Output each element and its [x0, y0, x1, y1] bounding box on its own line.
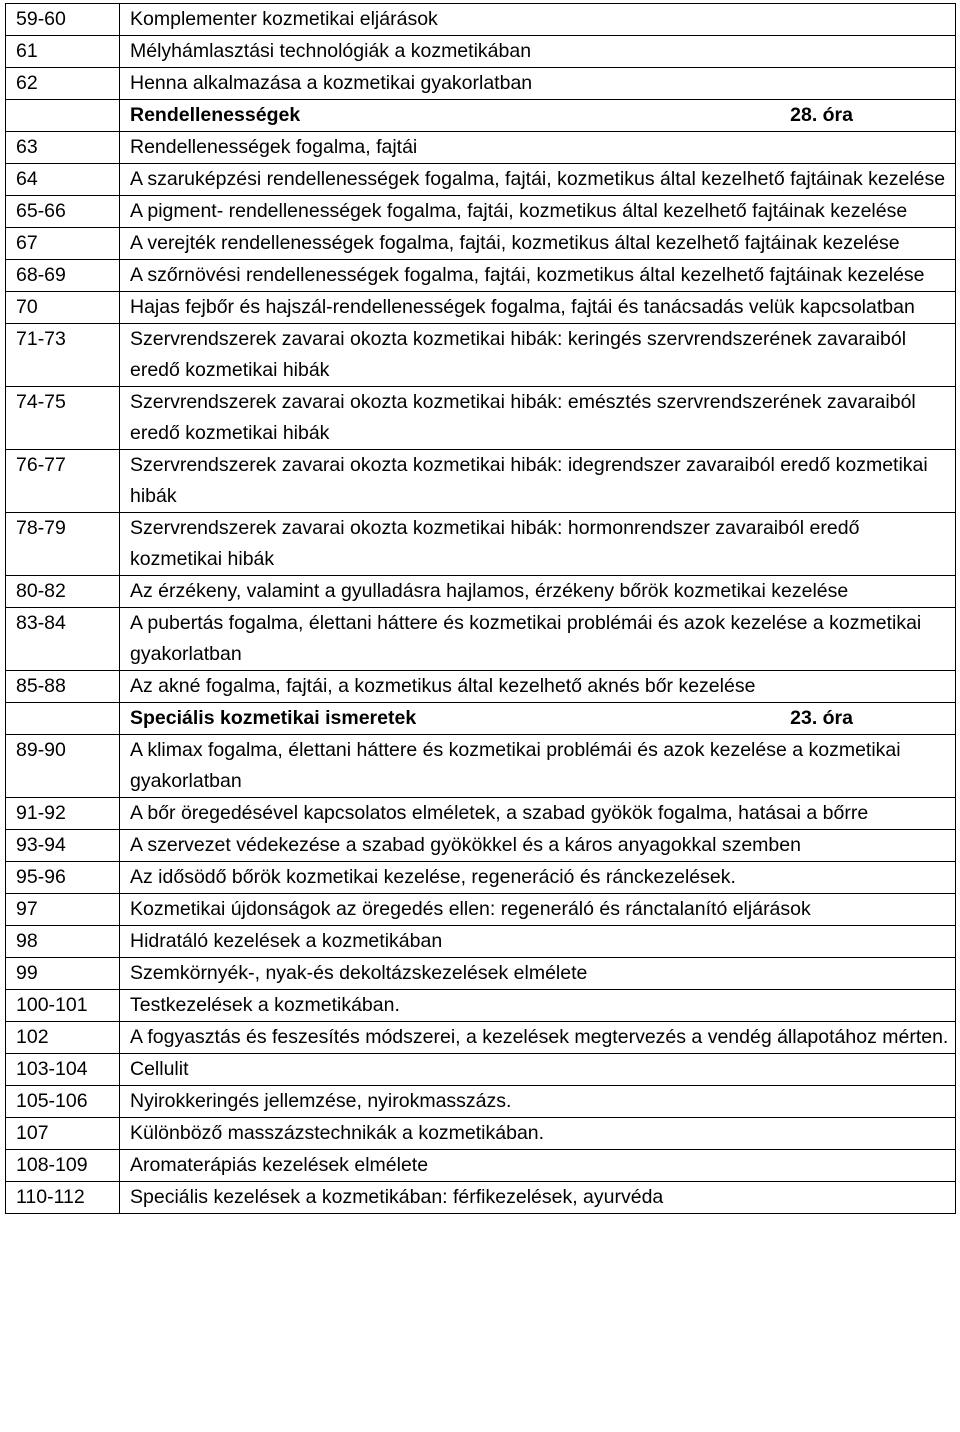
lesson-number-cell: 71-73	[6, 324, 120, 387]
lesson-topic-cell: Speciális kezelések a kozmetikában: férfikezelések, ayurvéda	[120, 1182, 956, 1214]
table-row	[6, 862, 956, 894]
section-title: Rendellenességek	[130, 104, 301, 126]
lesson-number-cell: 65-66	[6, 196, 120, 228]
lesson-topic-cell: A pubertás fogalma, élettani háttere és kozmetikai problémái és azok kezelése a kozmetikai gyakorlatban	[120, 608, 956, 671]
lesson-topic-cell: Hajas fejbőr és hajszál-rendellenességek fogalma, fajtái és tanácsadás velük kapcsolatban	[120, 292, 956, 324]
lesson-number-cell: 78-79	[6, 513, 120, 576]
table-row	[6, 228, 956, 260]
lesson-topic-cell: Az idősödő bőrök kozmetikai kezelése, regeneráció és ránckezelések.	[120, 862, 956, 894]
lesson-number-cell: 68-69	[6, 260, 120, 292]
lesson-topic-cell: Kozmetikai újdonságok az öregedés ellen: regeneráló és ránctalanító eljárások	[120, 894, 956, 926]
lesson-number-cell: 91-92	[6, 798, 120, 830]
table-row	[6, 1022, 956, 1054]
lesson-topic-cell: Szemkörnyék-, nyak-és dekoltázskezelések elmélete	[120, 958, 956, 990]
table-row	[6, 164, 956, 196]
lesson-number-cell: 83-84	[6, 608, 120, 671]
table-row	[6, 798, 956, 830]
table-row	[6, 1086, 956, 1118]
lesson-number-cell: 70	[6, 292, 120, 324]
table-row	[6, 68, 956, 100]
section-header-row	[6, 100, 956, 132]
lesson-topic-cell: A szervezet védekezése a szabad gyökökkel és a káros anyagokkal szemben	[120, 830, 956, 862]
lesson-number-cell: 63	[6, 132, 120, 164]
lesson-number-cell: 98	[6, 926, 120, 958]
lesson-number-cell: 89-90	[6, 735, 120, 798]
lesson-number-cell: 99	[6, 958, 120, 990]
table-row	[6, 1182, 956, 1214]
table-row	[6, 196, 956, 228]
lesson-number-cell: 105-106	[6, 1086, 120, 1118]
lesson-topic-cell: A fogyasztás és feszesítés módszerei, a kezelések megtervezés a vendég állapotához mérten.	[120, 1022, 956, 1054]
table-row	[6, 324, 956, 387]
table-row	[6, 735, 956, 798]
lesson-number-cell: 85-88	[6, 671, 120, 703]
table-row	[6, 830, 956, 862]
table-row	[6, 894, 956, 926]
lesson-topic-cell: Az érzékeny, valamint a gyulladásra hajlamos, érzékeny bőrök kozmetikai kezelése	[120, 576, 956, 608]
lesson-topic-cell: Hidratáló kezelések a kozmetikában	[120, 926, 956, 958]
table-row	[6, 260, 956, 292]
lesson-number-cell: 61	[6, 36, 120, 68]
lesson-topic-cell: A verejték rendellenességek fogalma, fajtái, kozmetikus által kezelhető fajtáinak kezelése	[120, 228, 956, 260]
lesson-topic-cell: A szőrnövési rendellenességek fogalma, fajtái, kozmetikus által kezelhető fajtáinak kezelése	[120, 260, 956, 292]
lesson-topic-cell: Szervrendszerek zavarai okozta kozmetikai hibák: keringés szervrendszerének zavaraiból eredő kozmetikai hibák	[120, 324, 956, 387]
lesson-number-cell	[6, 100, 120, 132]
lesson-number-cell: 74-75	[6, 387, 120, 450]
lesson-topic-cell: A klimax fogalma, élettani háttere és kozmetikai problémái és azok kezelése a kozmetikai gyakorlatban	[120, 735, 956, 798]
table-row	[6, 990, 956, 1022]
lesson-topic-cell: Szervrendszerek zavarai okozta kozmetikai hibák: emésztés szervrendszerének zavaraiból eredő kozmetikai hibák	[120, 387, 956, 450]
section-title: Speciális kozmetikai ismeretek	[130, 707, 417, 729]
lesson-number-cell: 76-77	[6, 450, 120, 513]
lesson-number-cell: 97	[6, 894, 120, 926]
lesson-topic-cell: A pigment- rendellenességek fogalma, fajtái, kozmetikus által kezelhető fajtáinak kezelése	[120, 196, 956, 228]
lesson-topic-cell: Szervrendszerek zavarai okozta kozmetikai hibák: idegrendszer zavaraiból eredő kozmetikai hibák	[120, 450, 956, 513]
section-heading	[130, 100, 949, 131]
lesson-topic-cell: Henna alkalmazása a kozmetikai gyakorlatban	[120, 68, 956, 100]
lesson-number-cell: 67	[6, 228, 120, 260]
table-row	[6, 1150, 956, 1182]
lesson-topic-cell: Aromaterápiás kezelések elmélete	[120, 1150, 956, 1182]
curriculum-table	[5, 3, 956, 1214]
lesson-topic-cell: Mélyhámlasztási technológiák a kozmetikában	[120, 36, 956, 68]
lesson-number-cell: 64	[6, 164, 120, 196]
table-row	[6, 608, 956, 671]
lesson-number-cell: 110-112	[6, 1182, 120, 1214]
lesson-number-cell: 103-104	[6, 1054, 120, 1086]
table-row	[6, 671, 956, 703]
table-row	[6, 513, 956, 576]
lesson-number-cell	[6, 703, 120, 735]
lesson-topic-cell: Cellulit	[120, 1054, 956, 1086]
table-row	[6, 132, 956, 164]
table-row	[6, 36, 956, 68]
lesson-number-cell: 102	[6, 1022, 120, 1054]
lesson-number-cell: 95-96	[6, 862, 120, 894]
table-row	[6, 926, 956, 958]
table-row	[6, 576, 956, 608]
section-header-row	[6, 703, 956, 735]
lesson-topic-cell: Szervrendszerek zavarai okozta kozmetikai hibák: hormonrendszer zavaraiból eredő kozmetikai hibák	[120, 513, 956, 576]
lesson-topic-cell: Testkezelések a kozmetikában.	[120, 990, 956, 1022]
lesson-topic-cell: Komplementer kozmetikai eljárások	[120, 4, 956, 36]
table-body	[6, 4, 956, 1214]
table-row	[6, 1118, 956, 1150]
lesson-number-cell: 93-94	[6, 830, 120, 862]
table-row	[6, 450, 956, 513]
lesson-number-cell: 59-60	[6, 4, 120, 36]
lesson-topic-cell: Különböző masszázstechnikák a kozmetikában.	[120, 1118, 956, 1150]
table-row	[6, 387, 956, 450]
section-title-cell	[120, 100, 956, 132]
section-title-cell	[120, 703, 956, 735]
section-hours: 23. óra	[790, 707, 853, 729]
table-row	[6, 958, 956, 990]
table-row	[6, 292, 956, 324]
lesson-number-cell: 100-101	[6, 990, 120, 1022]
lesson-topic-cell: Az akné fogalma, fajtái, a kozmetikus által kezelhető aknés bőr kezelése	[120, 671, 956, 703]
lesson-number-cell: 62	[6, 68, 120, 100]
lesson-topic-cell: Nyirokkeringés jellemzése, nyirokmasszázs.	[120, 1086, 956, 1118]
table-row	[6, 4, 956, 36]
table-row	[6, 1054, 956, 1086]
lesson-number-cell: 107	[6, 1118, 120, 1150]
lesson-number-cell: 108-109	[6, 1150, 120, 1182]
lesson-topic-cell: Rendellenességek fogalma, fajtái	[120, 132, 956, 164]
section-heading	[130, 703, 949, 734]
lesson-topic-cell: A szaruképzési rendellenességek fogalma, fajtái, kozmetikus által kezelhető fajtáinak kezelése	[120, 164, 956, 196]
lesson-number-cell: 80-82	[6, 576, 120, 608]
section-hours: 28. óra	[790, 104, 853, 126]
lesson-topic-cell: A bőr öregedésével kapcsolatos elméletek, a szabad gyökök fogalma, hatásai a bőrre	[120, 798, 956, 830]
